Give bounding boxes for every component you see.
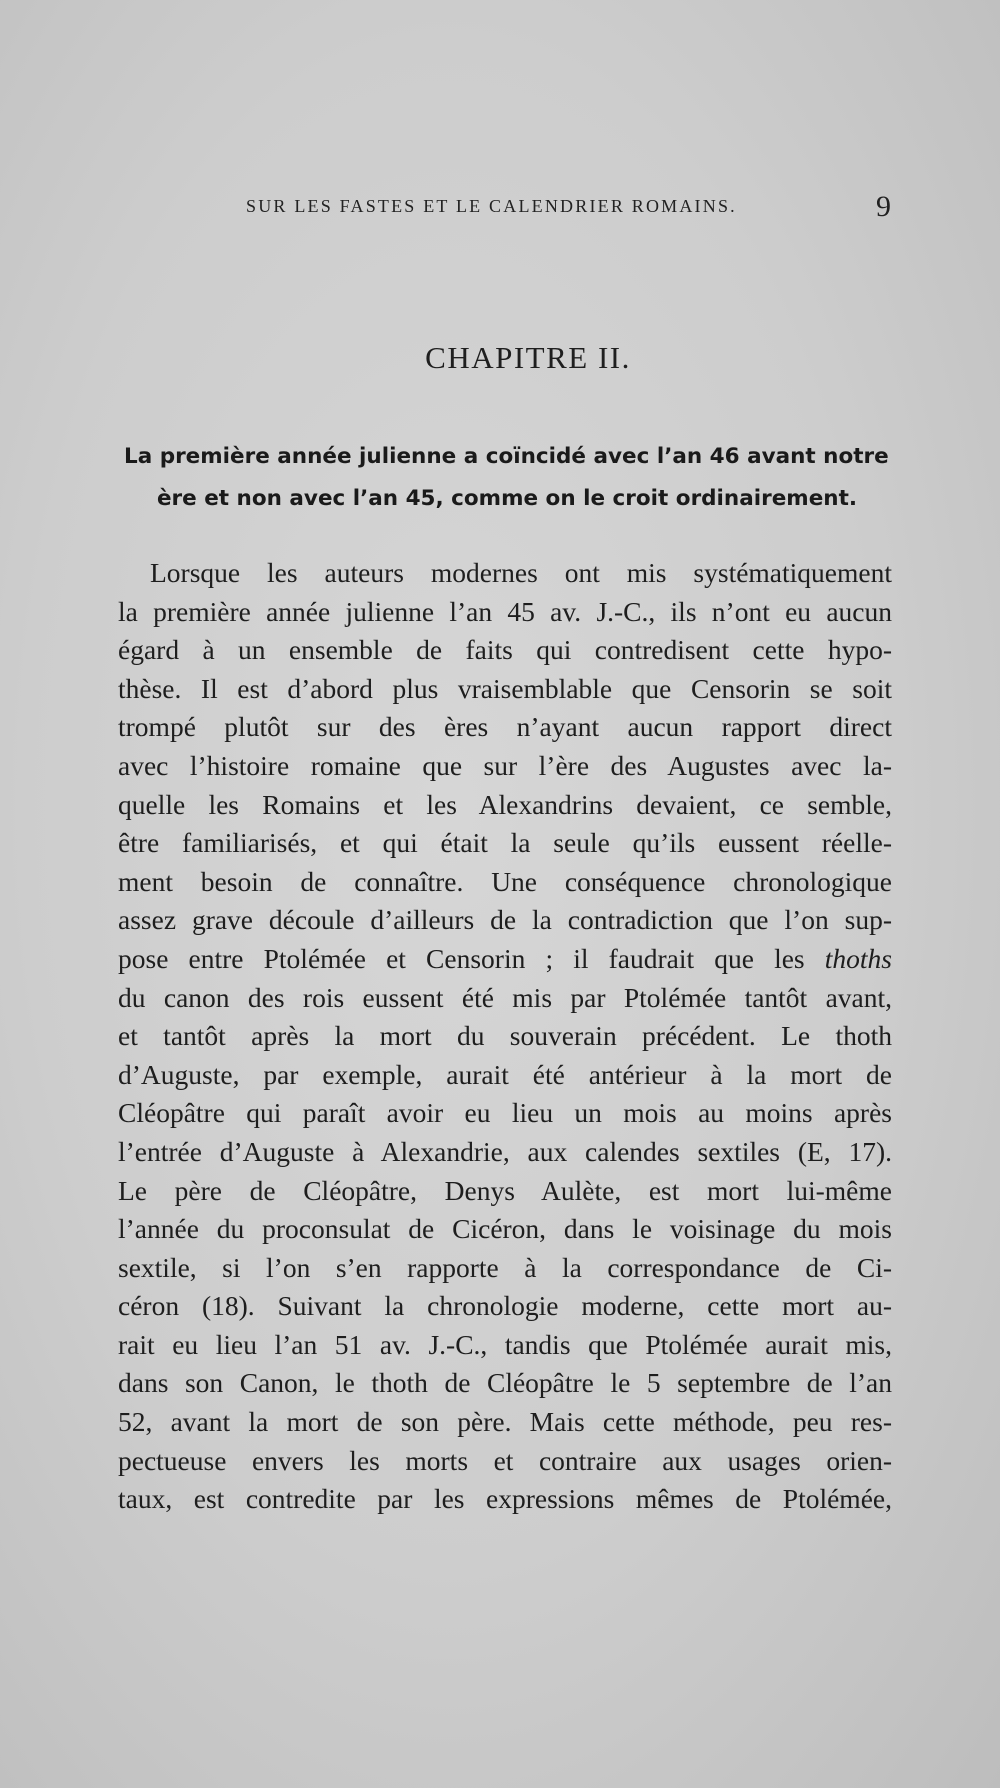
chapter-summary bbox=[124, 436, 890, 520]
body-text bbox=[118, 554, 892, 1519]
text-line-with-italic bbox=[118, 940, 892, 979]
text-line: céron (18). Suivant la chronologie moderne, cette mort au- bbox=[118, 1290, 892, 1322]
text-line: pectueuse envers les morts et contraire aux usages orien- bbox=[118, 1444, 892, 1476]
page-number: 9 bbox=[876, 190, 891, 223]
text-line: Le père de Cléopâtre, Denys Aulète, est mort lui-même bbox=[118, 1174, 892, 1206]
text-line: assez grave découle d’ailleurs de la contradiction que l’on sup- bbox=[118, 904, 892, 936]
italic-word: thoths bbox=[824, 942, 892, 974]
text-line: rait eu lieu l’an 51 av. J.-C., tandis que Ptolémée aurait mis, bbox=[118, 1328, 892, 1360]
text-line-segment: pose entre Ptolémée et Censorin ; il faudrait que les bbox=[118, 942, 805, 974]
text-line: l’année du proconsulat de Cicéron, dans le voisinage du mois bbox=[118, 1213, 892, 1245]
text-line: la première année julienne l’an 45 av. J.-C., ils n’ont eu aucun bbox=[118, 595, 892, 627]
chapter-heading: CHAPITRE II. bbox=[425, 340, 631, 375]
text-line: et tantôt après la mort du souverain précédent. Le thoth bbox=[118, 1020, 892, 1052]
text-line: thèse. Il est d’abord plus vraisemblable que Censorin se soit bbox=[118, 672, 892, 704]
text-line: égard à un ensemble de faits qui contredisent cette hypo- bbox=[118, 634, 892, 666]
text-line: Cléopâtre qui paraît avoir eu lieu un mois au moins après bbox=[118, 1097, 892, 1129]
text-line: l’entrée d’Auguste à Alexandrie, aux calendes sextiles (E, 17). bbox=[118, 1135, 892, 1167]
text-line: quelle les Romains et les Alexandrins devaient, ce semble, bbox=[118, 788, 892, 820]
text-line: dans son Canon, le thoth de Cléopâtre le 5 septembre de l’an bbox=[118, 1367, 892, 1399]
text-line: d’Auguste, par exemple, aurait été antérieur à la mort de bbox=[118, 1058, 892, 1090]
summary-line: ère et non avec l’an 45, comme on le croit ordinairement. bbox=[156, 486, 858, 511]
running-head bbox=[0, 190, 1000, 226]
text-line: taux, est contredite par les expressions mêmes de Ptolémée, bbox=[118, 1483, 892, 1515]
running-title: SUR LES FASTES ET LE CALENDRIER ROMAINS. bbox=[246, 196, 737, 216]
text-line: trompé plutôt sur des ères n’ayant aucun rapport direct bbox=[118, 711, 892, 743]
text-line: ment besoin de connaître. Une conséquence chronologique bbox=[118, 865, 892, 897]
text-line: Lorsque les auteurs modernes ont mis systématiquement bbox=[150, 557, 892, 588]
text-line: 52, avant la mort de son père. Mais cette méthode, peu res- bbox=[118, 1406, 892, 1438]
text-line: sextile, si l’on s’en rapporte à la correspondance de Ci- bbox=[118, 1251, 892, 1283]
text-line: du canon des rois eussent été mis par Ptolémée tantôt avant, bbox=[118, 981, 892, 1013]
text-line: avec l’histoire romaine que sur l’ère des Augustes avec la- bbox=[118, 749, 892, 781]
summary-line: La première année julienne a coïncidé avec l’an 46 avant notre bbox=[124, 444, 889, 469]
text-line: être familiarisés, et qui était la seule qu’ils eussent réelle- bbox=[118, 827, 892, 859]
